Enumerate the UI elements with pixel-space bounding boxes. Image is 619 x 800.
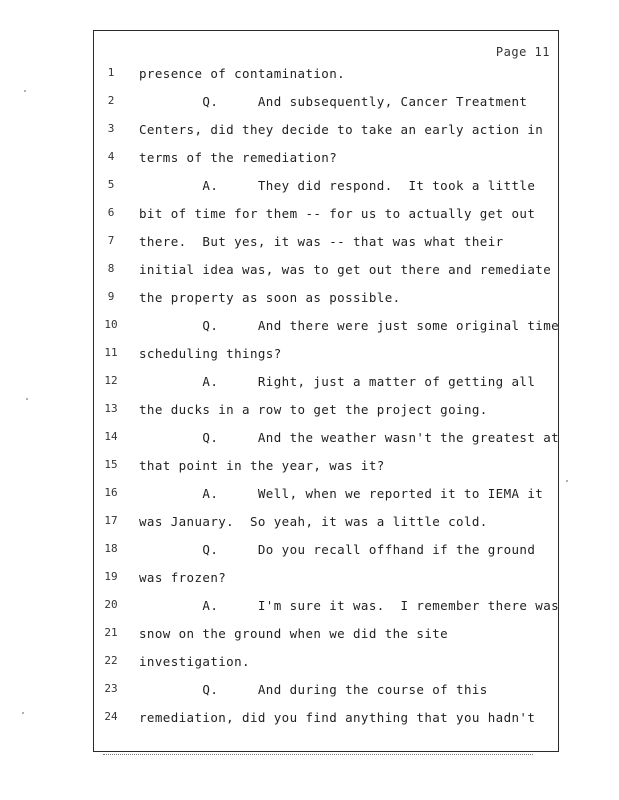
line-number: 11	[104, 346, 118, 359]
line-number: 8	[107, 262, 115, 275]
transcript-line	[94, 374, 558, 394]
line-number: 14	[104, 430, 118, 443]
line-text: A. I'm sure it was. I remember there was	[139, 598, 560, 613]
footer-scan-rule	[103, 754, 533, 756]
transcript-line	[94, 346, 558, 366]
transcript-line	[94, 654, 558, 674]
line-text: there. But yes, it was -- that was what their	[139, 234, 504, 249]
transcript-line	[94, 122, 558, 142]
line-text: bit of time for them -- for us to actually get out	[139, 206, 536, 221]
line-number: 5	[107, 178, 115, 191]
transcript-line	[94, 542, 558, 562]
line-number: 12	[104, 374, 118, 387]
transcript-line	[94, 682, 558, 702]
transcript-line	[94, 402, 558, 422]
line-number: 1	[107, 66, 115, 79]
scan-speck	[22, 712, 24, 714]
line-text: Q. Do you recall offhand if the ground	[139, 542, 536, 557]
line-text: the ducks in a row to get the project going.	[139, 402, 488, 417]
scan-speck	[566, 480, 568, 482]
line-number: 15	[104, 458, 118, 471]
line-number: 20	[104, 598, 118, 611]
line-text: presence of contamination.	[139, 66, 346, 81]
line-number: 21	[104, 626, 118, 639]
transcript-line	[94, 598, 558, 618]
line-text: Q. And there were just some original time	[139, 318, 560, 333]
line-text: Q. And subsequently, Cancer Treatment	[139, 94, 528, 109]
line-text: initial idea was, was to get out there and remediate	[139, 262, 552, 277]
line-text: A. Right, just a matter of getting all	[139, 374, 536, 389]
line-text: Q. And the weather wasn't the greatest at	[139, 430, 560, 445]
transcript-line	[94, 234, 558, 254]
line-number: 19	[104, 570, 118, 583]
line-number: 17	[104, 514, 118, 527]
line-number: 10	[104, 318, 118, 331]
transcript-line	[94, 262, 558, 282]
scan-speck	[26, 398, 28, 400]
transcript-line	[94, 458, 558, 478]
transcript-line	[94, 206, 558, 226]
line-text: was frozen?	[139, 570, 227, 585]
line-number: 2	[107, 94, 115, 107]
line-text: A. They did respond. It took a little	[139, 178, 536, 193]
scan-speck	[24, 90, 26, 92]
line-text: investigation.	[139, 654, 250, 669]
transcript-line	[94, 318, 558, 338]
transcript-line	[94, 66, 558, 86]
line-text: scheduling things?	[139, 346, 282, 361]
transcript-line	[94, 486, 558, 506]
line-number: 3	[107, 122, 115, 135]
line-number: 23	[104, 682, 118, 695]
transcript-line	[94, 178, 558, 198]
line-number: 13	[104, 402, 118, 415]
transcript-page	[93, 30, 559, 752]
transcript-line	[94, 150, 558, 170]
line-number: 4	[107, 150, 115, 163]
line-number: 7	[107, 234, 115, 247]
line-text: A. Well, when we reported it to IEMA it	[139, 486, 544, 501]
line-text: was January. So yeah, it was a little cold.	[139, 514, 488, 529]
transcript-line	[94, 94, 558, 114]
line-number: 9	[107, 290, 115, 303]
transcript-line	[94, 514, 558, 534]
line-number: 16	[104, 486, 118, 499]
line-text: Centers, did they decide to take an early action in	[139, 122, 544, 137]
line-text: snow on the ground when we did the site	[139, 626, 449, 641]
line-number: 22	[104, 654, 118, 667]
line-text: Q. And during the course of this	[139, 682, 488, 697]
line-number: 24	[104, 710, 118, 723]
line-text: terms of the remediation?	[139, 150, 338, 165]
line-number: 18	[104, 542, 118, 555]
transcript-line	[94, 570, 558, 590]
line-text: that point in the year, was it?	[139, 458, 385, 473]
transcript-line	[94, 626, 558, 646]
line-text: the property as soon as possible.	[139, 290, 401, 305]
page-number-label: Page 11	[495, 45, 550, 59]
transcript-line	[94, 430, 558, 450]
transcript-line	[94, 290, 558, 310]
transcript-line	[94, 710, 558, 730]
line-text: remediation, did you find anything that you hadn't	[139, 710, 536, 725]
line-number: 6	[107, 206, 115, 219]
